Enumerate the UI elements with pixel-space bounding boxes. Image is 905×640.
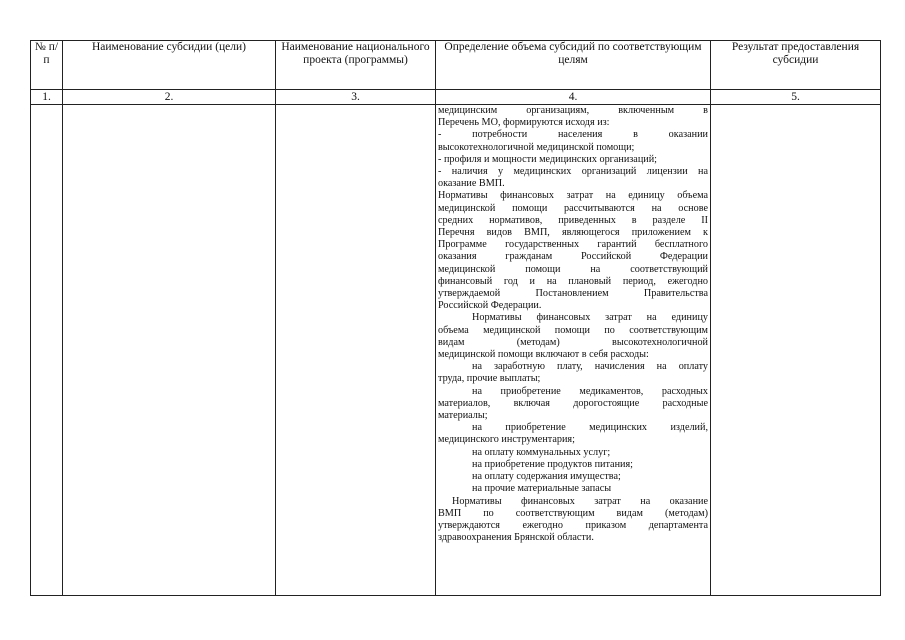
text-line: на приобретение медикаментов, расходных [472, 385, 708, 397]
text-line: утверждаемой Постановлением Правительства [438, 288, 708, 300]
text-line: материалы; [438, 410, 488, 422]
text-line: медицинской помощи на соответствующий [438, 263, 708, 275]
text-line: здравоохранения Брянской области. [438, 532, 594, 544]
text-line: на заработную плату, начисления на оплату [472, 361, 708, 373]
text-line: средних нормативов, приведенных в разделе II [438, 214, 708, 226]
text-line: медицинским организациям, включенным в [438, 105, 708, 116]
header-subsidy-name: Наименование субсидии (цели) [63, 41, 276, 90]
subsidy-table [30, 40, 881, 596]
cell-volume-definition [436, 105, 711, 596]
text-line: Нормативы финансовых затрат на оказание [452, 495, 708, 507]
column-number-1: 1. [31, 90, 63, 105]
header-volume-definition: Определение объема субсидий по соответствующим целям [436, 41, 711, 90]
cell-number [31, 105, 63, 596]
text-line: оказания гражданам Российской Федерации [438, 251, 708, 263]
text-line: на приобретение продуктов питания; [472, 458, 633, 470]
table-row [31, 105, 881, 596]
column-number-3: 3. [276, 90, 436, 105]
text-line: труда, прочие выплаты; [438, 373, 541, 385]
text-line: на прочие материальные запасы [472, 483, 612, 495]
cell-project-name [276, 105, 436, 596]
header-result: Результат предоставления субсидии [711, 41, 881, 90]
text-line: Нормативы финансовых затрат на единицу объема [438, 190, 708, 202]
cell-result [711, 105, 881, 596]
text-line: - профиля и мощности медицинских организаций; [438, 153, 658, 165]
text-line: объема медицинской помощи по соответствующим [438, 324, 708, 336]
text-line: - потребности населения в оказании [438, 129, 708, 141]
text-line: видам (методам) высокотехнологичной [438, 336, 708, 348]
header-row [31, 41, 881, 90]
cell-subsidy-name [63, 105, 276, 596]
column-number-5: 5. [711, 90, 881, 105]
text-line: ВМП по соответствующим видам (методам) [438, 507, 708, 519]
text-line: медицинской помощи рассчитываются на основе [438, 202, 708, 214]
header-project-name: Наименование национального проекта (программы) [276, 41, 436, 90]
header-number: № п/п [31, 41, 63, 90]
text-line: финансовый год и на плановый период, ежегодно [438, 275, 708, 287]
text-line: - наличия у медицинских организаций лицензии на [438, 166, 708, 178]
text-line: на оплату содержания имущества; [472, 471, 621, 483]
text-line: медицинской помощи включают в себя расходы: [438, 349, 649, 361]
text-line: материалов, включая дорогостоящие расходные [438, 397, 708, 409]
column-number-2: 2. [63, 90, 276, 105]
text-line: высокотехнологичной медицинской помощи; [438, 141, 635, 153]
text-line: Российской Федерации. [438, 300, 542, 312]
text-line: Перечня видов ВМП, являющегося приложением к [438, 227, 708, 239]
column-number-row [31, 90, 881, 105]
column-number-4: 4. [436, 90, 711, 105]
text-line: оказание ВМП. [438, 178, 505, 190]
text-line: на оплату коммунальных услуг; [472, 446, 611, 458]
text-line: Программе государственных гарантий бесплатного [438, 239, 708, 251]
text-line: Перечень МО, формируются исходя из: [438, 117, 610, 129]
text-line: на приобретение медицинских изделий, [472, 422, 708, 434]
text-line: утверждаются ежегодно приказом департамента [438, 519, 708, 531]
text-line: медицинского инструментария; [438, 434, 575, 446]
text-line: Нормативы финансовых затрат на единицу [472, 312, 708, 324]
